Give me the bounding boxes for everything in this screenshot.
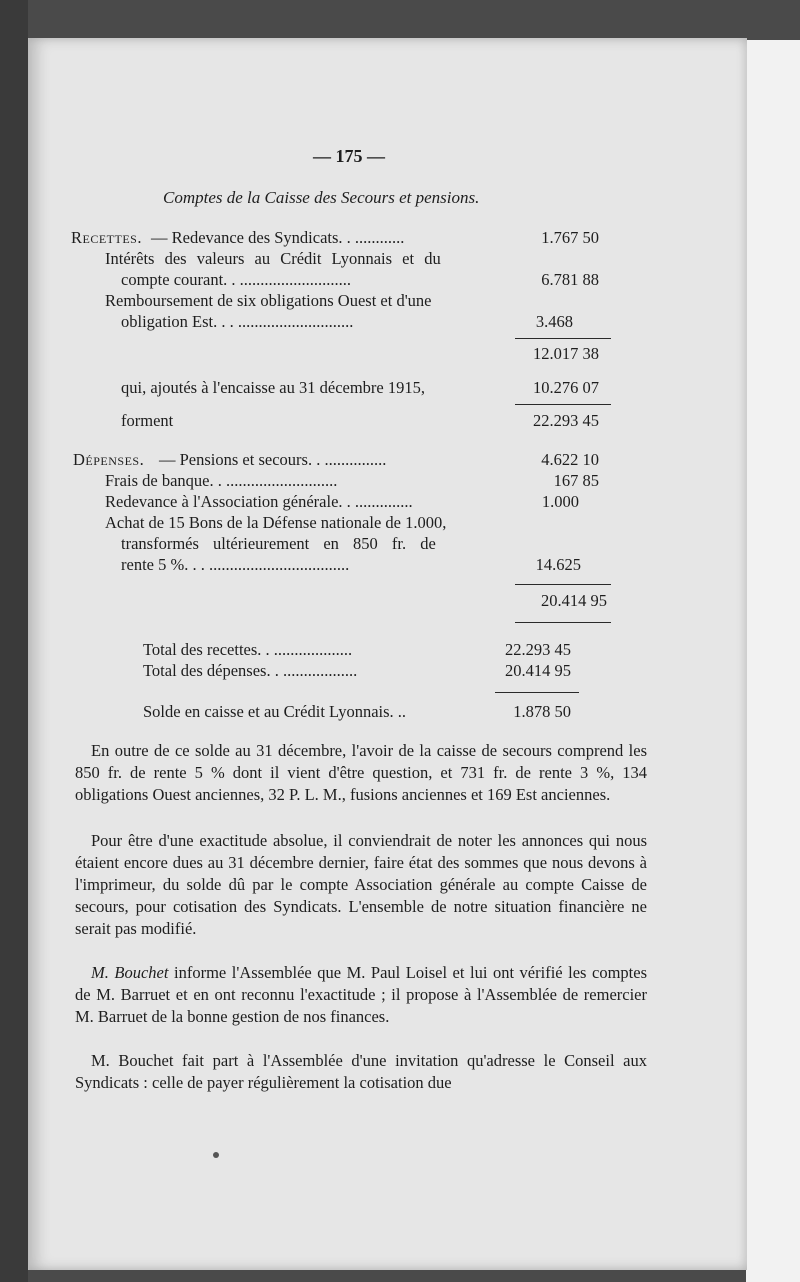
depenses-amount-1: 4.622 10: [541, 450, 599, 469]
paragraph-3: [75, 962, 647, 1028]
encaisse-amount: 10.276 07: [533, 378, 599, 397]
forment-text: forment: [121, 411, 174, 430]
page-edge: [746, 40, 800, 1282]
depenses-amount-2: 167 85: [553, 471, 599, 490]
paragraph-1-text: En outre de ce solde au 31 décembre, l'avoir de la caisse de secours comprend les 850 fr. de rente 5 % dont il vient d'être question, et 731 fr. de rente 3 %, 134 obligations Ouest anciennes, 32 P. L. M., fusions anciennes et 169 Est anciennes.: [75, 741, 647, 804]
paragraph-2: [75, 830, 647, 940]
paragraph-4: [75, 1050, 647, 1094]
total-depenses-label: Total des dépenses. . ..................: [143, 661, 358, 680]
depenses-rule-1: [515, 584, 611, 585]
recettes-line-5: obligation Est. . . ............................: [121, 312, 354, 331]
paragraph-3-text: informe l'Assemblée que M. Paul Loisel et lui ont vérifié les comptes de M. Barruet et en ont reconnu l'exactitude ; il propose à l'Assemblée de remercier M. Barruet de la bonne gestion de nos finances.: [75, 963, 647, 1026]
depenses-line-1: — Pensions et secours. . ...............: [159, 450, 387, 469]
recettes-subtotal: 12.017 38: [533, 344, 599, 363]
recettes-amount-1: 1.767 50: [541, 228, 599, 247]
encaisse-text: qui, ajoutés à l'encaisse au 31 décembre 1915,: [121, 378, 425, 397]
depenses-label: Dépenses.: [73, 450, 145, 469]
depenses-line-3: Redevance à l'Association générale. . ..............: [105, 492, 413, 511]
total-depenses-amount: 20.414 95: [505, 661, 571, 680]
depenses-line-2: Frais de banque. . ...........................: [105, 471, 338, 490]
ink-spot: [213, 1152, 219, 1158]
recettes-line-1: — Redevance des Syndicats. . ............: [151, 228, 405, 247]
paragraph-3-speaker: M. Bouchet: [91, 963, 169, 982]
recettes-amount-5: 3.468: [535, 312, 573, 331]
page-number: — 175 —: [313, 146, 385, 166]
recettes-line-2: Intérêts des valeurs au Crédit Lyonnais et du: [105, 249, 441, 268]
depenses-total: 20.414 95: [541, 591, 607, 610]
depenses-rule-2: [515, 622, 611, 623]
depenses-amount-6: 14.625: [535, 555, 581, 574]
summary-rule: [495, 692, 579, 693]
depenses-amount-3: 1.000: [541, 492, 579, 511]
paragraph-1: [75, 740, 647, 806]
recettes-line-3: compte courant. . ...........................: [121, 270, 352, 289]
recettes-label: Recettes.: [71, 228, 142, 247]
total-recettes-amount: 22.293 45: [505, 640, 571, 659]
forment-amount: 22.293 45: [533, 411, 599, 430]
depenses-line-4: Achat de 15 Bons de la Défense nationale de 1.000,: [105, 513, 447, 532]
total-recettes-label: Total des recettes. . ...................: [143, 640, 353, 659]
recettes-rule-2: [515, 404, 611, 405]
paragraph-2-text: Pour être d'une exactitude absolue, il conviendrait de noter les annonces qui nous étaient encore dues au 31 décembre dernier, faire état des sommes que nous devons à l'imprimeur, du solde dû par le compte Association générale au compte Caisse de secours, pour cotisation des Syndicats. L'ensemble de notre situation financière ne serait pas modifié.: [75, 831, 647, 938]
solde-label: Solde en caisse et au Crédit Lyonnais. ..: [143, 702, 407, 721]
recettes-rule-1: [515, 338, 611, 339]
recettes-amount-3: 6.781 88: [541, 270, 599, 289]
depenses-line-6: rente 5 %. . . ..................................: [121, 555, 350, 574]
paragraph-4-text: M. Bouchet fait part à l'Assemblée d'une invitation qu'adresse le Conseil aux Syndicats : celle de payer régulièrement la cotisation due: [75, 1051, 647, 1092]
depenses-line-5: transformés ultérieurement en 850 fr. de: [121, 534, 436, 553]
recettes-line-4: Remboursement de six obligations Ouest et d'une: [105, 291, 432, 310]
section-title: Comptes de la Caisse des Secours et pensions.: [163, 188, 480, 207]
document-page: [28, 38, 747, 1270]
solde-amount: 1.878 50: [513, 702, 571, 721]
scan-background: [0, 0, 28, 1282]
